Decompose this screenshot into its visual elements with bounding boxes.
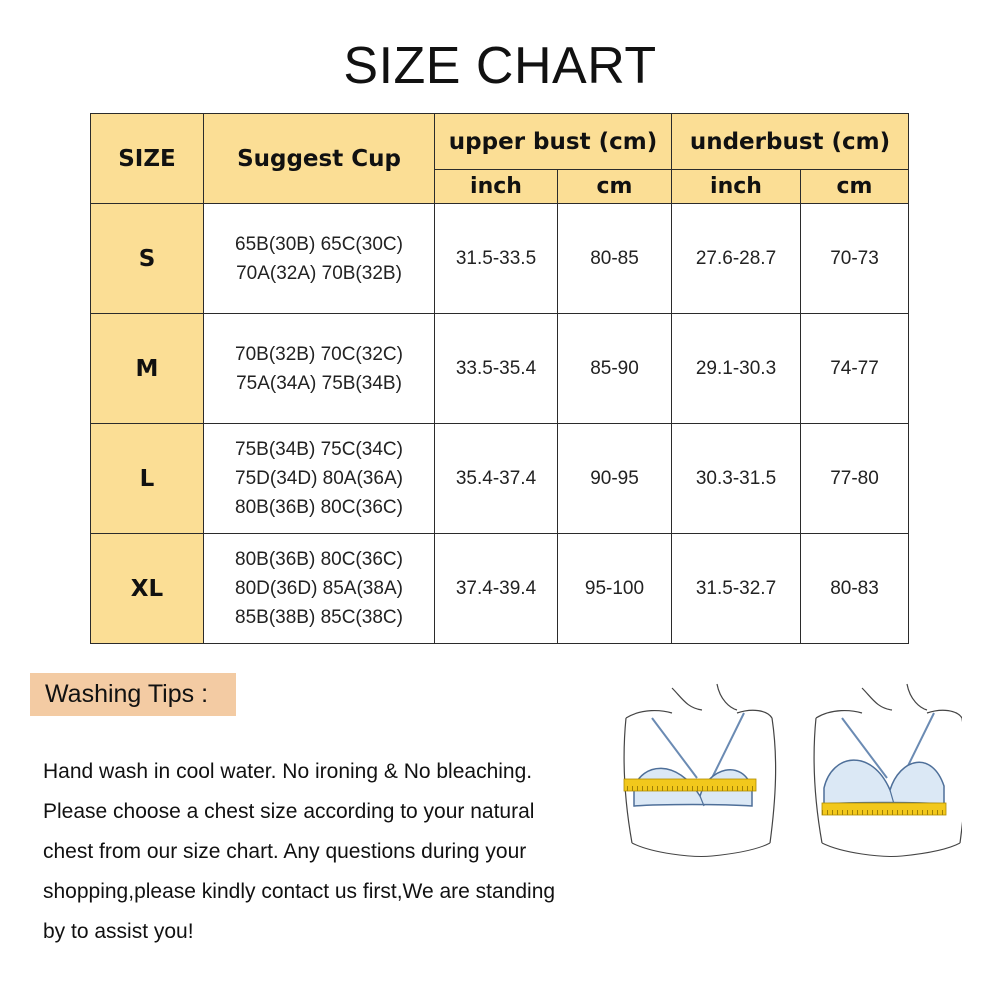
table-row	[91, 204, 909, 314]
header-suggest-cup: Suggest Cup	[204, 114, 435, 204]
cup-cell	[204, 314, 435, 424]
subheader-under-cm: cm	[801, 170, 909, 204]
upper-inch-cell: 31.5-33.5	[435, 204, 558, 314]
cup-line: 75D(34D) 80A(36A)	[235, 468, 403, 489]
cup-line: 70B(32B) 70C(32C)	[235, 343, 403, 365]
tips-line: by to assist you!	[43, 920, 194, 943]
tips-line: shopping,please kindly contact us first,We are standing	[43, 880, 556, 903]
size-label: XL	[91, 534, 204, 644]
under-cm-cell: 77-80	[801, 424, 909, 534]
subheader-upper-inch: inch	[435, 170, 558, 204]
table-row	[91, 534, 909, 644]
cup-line: 75A(34A) 75B(34B)	[236, 372, 402, 394]
under-cm-cell: 80-83	[801, 534, 909, 644]
cup-cell	[204, 534, 435, 644]
subheader-under-inch: inch	[672, 170, 801, 204]
washing-tips-text	[43, 752, 623, 952]
cup-line: 75B(34B) 75C(34C)	[235, 439, 403, 460]
upper-inch-cell: 37.4-39.4	[435, 534, 558, 644]
tips-line: Please choose a chest size according to your natural	[43, 800, 535, 823]
cup-line: 80B(36B) 80C(36C)	[235, 497, 403, 518]
header-upper-bust: upper bust (cm)	[435, 114, 672, 170]
table-row	[91, 314, 909, 424]
size-label: S	[91, 204, 204, 314]
under-inch-cell: 31.5-32.7	[672, 534, 801, 644]
upper-inch-cell: 35.4-37.4	[435, 424, 558, 534]
size-label: M	[91, 314, 204, 424]
measurement-illustration	[612, 678, 962, 888]
upper-inch-cell: 33.5-35.4	[435, 314, 558, 424]
tips-line: chest from our size chart. Any questions during your	[43, 840, 527, 863]
page-title: SIZE CHART	[343, 37, 657, 95]
size-label: L	[91, 424, 204, 534]
cup-line: 65B(30B) 65C(30C)	[235, 233, 403, 255]
table-row	[91, 424, 909, 534]
size-chart-table	[90, 113, 909, 644]
figure-upper-bust	[624, 684, 776, 856]
under-cm-cell: 70-73	[801, 204, 909, 314]
under-cm-cell: 74-77	[801, 314, 909, 424]
under-inch-cell: 27.6-28.7	[672, 204, 801, 314]
washing-tips-label	[30, 673, 236, 716]
cup-line: 80D(36D) 85A(38A)	[235, 578, 403, 599]
cup-cell	[204, 424, 435, 534]
upper-cm-cell: 95-100	[558, 534, 672, 644]
tips-line: Hand wash in cool water. No ironing & No bleaching.	[43, 760, 533, 783]
upper-cm-cell: 80-85	[558, 204, 672, 314]
header-size: SIZE	[91, 114, 204, 204]
washing-tips-label-text: Washing Tips :	[45, 680, 209, 708]
cup-line: 80B(36B) 80C(36C)	[235, 549, 403, 570]
cup-cell	[204, 204, 435, 314]
upper-cm-cell: 90-95	[558, 424, 672, 534]
cup-line: 85B(38B) 85C(38C)	[235, 607, 403, 628]
under-inch-cell: 29.1-30.3	[672, 314, 801, 424]
under-inch-cell: 30.3-31.5	[672, 424, 801, 534]
cup-line: 70A(32A) 70B(32B)	[236, 262, 402, 284]
upper-cm-cell: 85-90	[558, 314, 672, 424]
header-underbust: underbust (cm)	[672, 114, 909, 170]
figure-underbust	[814, 684, 962, 856]
subheader-upper-cm: cm	[558, 170, 672, 204]
